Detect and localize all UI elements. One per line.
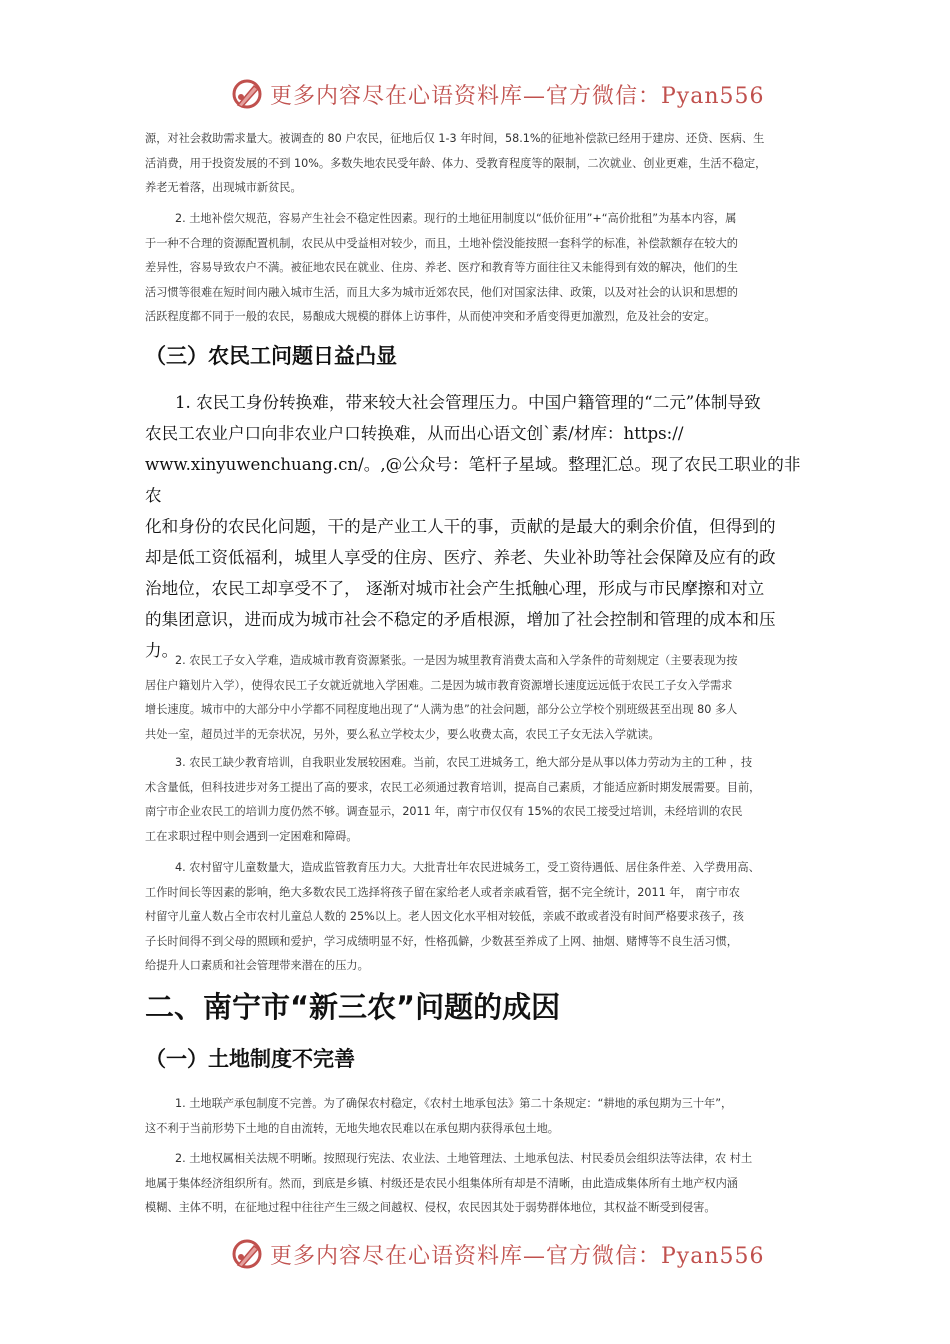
paragraph-land-system-2 bbox=[145, 1147, 813, 1221]
section-heading-san: （三）农民工问题日益凸显 bbox=[145, 344, 397, 368]
watermark-banner-top bbox=[0, 72, 950, 116]
text-line: 养老无着落，出现城市新贫民。 bbox=[145, 181, 302, 194]
text-line: 治地位，农民工却享受不了， 逐渐对城市社会产生抵触心理，形成与市民摩擦和对立 bbox=[145, 579, 765, 598]
text-line: 差异性，容易导致农户不满。被征地农民在就业、住房、养老、医疗和教育等方面往往又未能得到有效的解决，他们的生 bbox=[145, 261, 738, 274]
text-line: 2. 土地权属相关法规不明晰。按照现行宪法、农业法、土地管理法、土地承包法、村民委员会组织法等法律，农 村土 bbox=[175, 1152, 753, 1165]
text-line: 却是低工资低福利，城里人享受的住房、医疗、养老、失业补助等社会保障及应有的政 bbox=[145, 548, 776, 567]
watermark-text-top: 更多内容尽在心语资料库—官方微信：Pyan556 bbox=[270, 83, 765, 109]
text-line: 化和身份的农民化问题，干的是产业工人干的事，贡献的是最大的剩余价值，但得到的 bbox=[145, 517, 776, 536]
text-line: 工在求职过程中则会遇到一定困难和障碍。 bbox=[145, 829, 358, 843]
text-line: 4. 农村留守儿童数量大，造成监管教育压力大。大批青壮年农民进城务工，受工资待遇低、居住条件差、入学费用高、 bbox=[175, 861, 760, 874]
chapter-heading-two: 二、南宁市“新三农”问题的成因 bbox=[145, 990, 561, 1024]
text-line: 活消费，用于投资发展的不到 10%。多数失地农民受年龄、体力、受教育程度等的限制，二次就业、创业更难，生活不稳定， bbox=[145, 156, 767, 170]
watermark-banner-bottom bbox=[0, 1232, 950, 1276]
text-line: 这不利于当前形势下土地的自由流转，无地失地农民难以在承包期内获得承包土地。 bbox=[145, 1121, 559, 1135]
text-line: 地属于集体经济组织所有。然而，到底是乡镇、村级还是农民小组集体所有却是不清晰，由此造成集体所有土地产权内涵 bbox=[145, 1176, 738, 1190]
text-line: 子长时间得不到父母的照顾和爱护，学习成绩明显不好，性格孤僻，少数甚至养成了上网、抽烟、赌博等不良生活习惯， bbox=[145, 934, 738, 948]
text-line: 源，对社会救助需求量大。被调查的 80 户农民，征地后仅 1-3 年时间，58.1%的征地补偿款已经用于建房、还贷、医病、生 bbox=[145, 132, 765, 145]
paragraph-migrant-2 bbox=[145, 649, 813, 747]
text-line: 1. 土地联产承包制度不完善。为了确保农村稳定，《农村土地承包法》第二十条规定：“耕地的承包期为三十年”， bbox=[175, 1097, 733, 1110]
paragraph-land-compensation bbox=[145, 207, 813, 330]
paragraph-intro bbox=[145, 127, 813, 201]
text-line: 农民工农业户口向非农业户口转换难，从而出心语文创`素/材库：https:// bbox=[145, 424, 684, 443]
text-line: 给提升人口素质和社会管理带来潜在的压力。 bbox=[145, 959, 369, 972]
text-line: 2. 农民工子女入学难，造成城市教育资源紧张。一是因为城里教育消费太高和入学条件的苛刻规定（主要表现为按 bbox=[175, 654, 738, 667]
text-line: 居住户籍划片入学），使得农民工子女就近就地入学困难。二是因为城市教育资源增长速度远远低于农民工子女入学需求 bbox=[145, 678, 733, 692]
watermark-text-bottom: 更多内容尽在心语资料库—官方微信：Pyan556 bbox=[270, 1243, 765, 1269]
paragraph-migrant-4 bbox=[145, 856, 813, 979]
text-line: 术含量低，但科技进步对务工提出了高的要求，农民工必须通过教育培训，提高自己素质，才能适应新时期发展需要。目前， bbox=[145, 780, 761, 794]
section-heading-yi: （一）土地制度不完善 bbox=[145, 1047, 355, 1071]
text-line: 南宁市企业农民工的培训力度仍然不够。调查显示，2011 年，南宁市仅仅有 15%的农民工接受过培训，未经培训的农民 bbox=[145, 805, 743, 818]
text-line: 共处一室，超员过半的无奈状况，另外，要么私立学校太少，要么收费太高，农民工子女无法入学就读。 bbox=[145, 727, 660, 741]
paragraph-land-system-1 bbox=[145, 1092, 813, 1141]
text-line: www.xinyuwenchuang.cn/。,@公众号：笔杆子星域。整理汇总。现了农民工职业的非农 bbox=[145, 455, 801, 505]
text-line: 1. 农民工身份转换难，带来较大社会管理压力。中国户籍管理的“二元”体制导致 bbox=[175, 393, 761, 412]
pen-logo-icon bbox=[230, 1237, 264, 1271]
paragraph-migrant-1 bbox=[145, 387, 813, 666]
text-line: 2. 土地补偿欠规范，容易产生社会不稳定性因素。现行的土地征用制度以“低价征用”+“高价批租”为基本内容，属 bbox=[175, 212, 737, 225]
text-line: 活跃程度都不同于一般的农民，易酿成大规模的群体上访事件，从而使冲突和矛盾变得更加激烈，危及社会的安定。 bbox=[145, 310, 716, 323]
text-line: 于一种不合理的资源配置机制，农民从中受益相对较少，而且，土地补偿没能按照一套科学的标准，补偿款额存在较大的 bbox=[145, 236, 738, 250]
pen-logo-icon bbox=[230, 77, 264, 111]
paragraph-migrant-3 bbox=[145, 751, 813, 849]
text-line: 模糊、主体不明，在征地过程中往往产生三级之间越权、侵权，农民因其处于弱势群体地位，其权益不断受到侵害。 bbox=[145, 1201, 716, 1214]
text-line: 增长速度。城市中的大部分中小学都不同程度地出现了“人满为患”的社会问题，部分公立学校个别班级甚至出现 80 多人 bbox=[145, 703, 738, 716]
text-line: 工作时间长等因素的影响，绝大多数农民工选择将孩子留在家给老人或者亲戚看管，据不完全统计，2011 年， 南宁市农 bbox=[145, 885, 740, 899]
text-line: 活习惯等很难在短时间内融入城市生活，而且大多为城市近郊农民，他们对国家法律、政策，以及对社会的认识和思想的 bbox=[145, 285, 738, 299]
text-line: 的集团意识，进而成为城市社会不稳定的矛盾根源，增加了社会控制和管理的成本和压 bbox=[145, 610, 776, 629]
text-line: 3. 农民工缺少教育培训，自我职业发展较困难。当前，农民工进城务工，绝大部分是从事以体力劳动为主的工种 ，技 bbox=[175, 756, 753, 769]
text-line: 力。 bbox=[145, 641, 179, 660]
text-line: 村留守儿童人数占全市农村儿童总人数的 25%以上。老人因文化水平相对较低，亲戚不敢或者没有时间严格要求孩子，孩 bbox=[145, 910, 744, 923]
